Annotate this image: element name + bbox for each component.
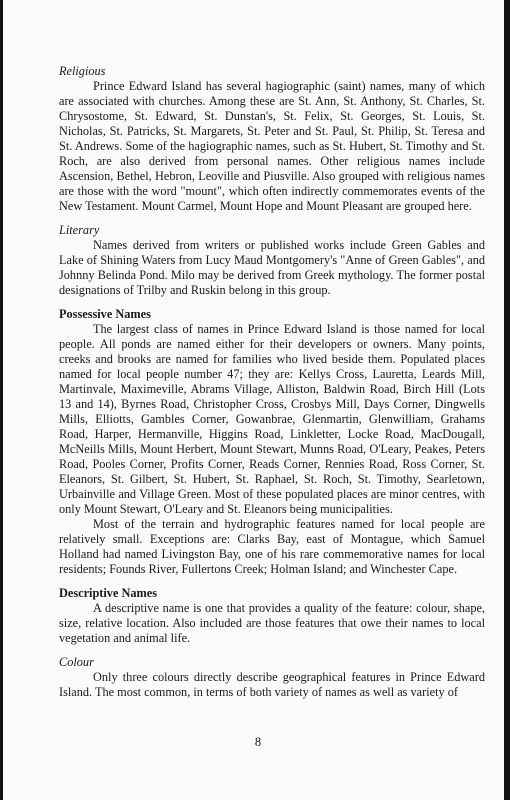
- section-descriptive-names: [59, 586, 485, 646]
- paragraph-colour: Only three colours directly describe geographical features in Prince Edward Island. The most common, in terms of both variety of names as well as variety of: [59, 670, 485, 699]
- scan-edge: [504, 0, 510, 800]
- section-possessive-names: [59, 307, 485, 577]
- page-body: [59, 64, 485, 709]
- section-colour: [59, 655, 485, 700]
- section-literary: [59, 223, 485, 298]
- heading-colour: Colour: [59, 655, 94, 669]
- section-religious: [59, 64, 485, 214]
- page-number: 8: [254, 735, 262, 749]
- heading-possessive-names: Possessive Names: [59, 307, 151, 321]
- paragraph-possessive-1: The largest class of names in Prince Edward Island is those named for local people. All ponds are named either for their developers or owners. Many points, creeks and brooks are named for families who lived beside them. Populated places named for local people number 47; they are: Kellys Cross, Lauretta, Leards Mill, Martinvale, Maximeville, Abrams Village, Alliston, Baldwin Road, Birch Hill (Lots 13 and 14), Byrnes Road, Christopher Cross, Crosbys Mill, Days Corner, Dingwells Mills, Elliotts, Gambles Corner, Gowanbrae, Glenmartin, Glenwilliam, Grahams Road, Harper, Hermanville, Higgins Road, Linkletter, Locke Road, MacDougall, McNeills Mills, Mount Herbert, Mount Stewart, Munns Road, O'Leary, Peakes, Peters Road, Pooles Corner, Profits Corner, Reads Corner, Rennies Road, Ross Corner, St. Eleanors, St. Gilbert, St. Hubert, St. Raphael, St. Roch, St. Timothy, Searletown, Urbainville and Village Green. Most of these populated places are minor centres, with only Mount Stewart, O'Leary and St. Eleanors being municipalities.: [59, 322, 485, 516]
- paragraph-literary: Names derived from writers or published works include Green Gables and Lake of Shining Waters from Lucy Maud Montgomery's "Anne of Green Gables", and Johnny Belinda Pond. Milo may be derived from Greek mythology. The former postal designations of Trilby and Ruskin belong in this group.: [59, 238, 485, 297]
- paragraph-descriptive: A descriptive name is one that provides a quality of the feature: colour, shape, size, relative location. Also included are those features that owe their names to local vegetation and animal life.: [59, 601, 485, 645]
- heading-literary: Literary: [59, 223, 100, 237]
- heading-descriptive-names: Descriptive Names: [59, 586, 158, 600]
- paragraph-religious: Prince Edward Island has several hagiographic (saint) names, many of which are associated with churches. Among these are St. Ann, St. Anthony, St. Charles, St. Chrysostome, St. Edward, St. Dunstan's, St. Felix, St. Georges, St. Louis, St. Nicholas, St. Patricks, St. Margarets, St. Peter and St. Paul, St. Philip, St. Teresa and St. Andrews. Some of the hagiographic names, such as St. Hubert, St. Timothy and St. Roch, are also derived from personal names. Other religious names include Ascension, Bethel, Hebron, Leoville and Piusville. Also grouped with religious names are those with the word "mount", which often indirectly commemorates events of the New Testament. Mount Carmel, Mount Hope and Mount Pleasant are grouped here.: [59, 79, 485, 213]
- heading-religious: Religious: [59, 64, 106, 78]
- paragraph-possessive-2: Most of the terrain and hydrographic features named for local people are relatively small. Exceptions are: Clarks Bay, east of Montague, which Samuel Holland had named Livingston Bay, one of his rare commemorative names for local residents; Founds River, Fullertons Creek; Holman Island; and Winchester Cape.: [59, 517, 485, 576]
